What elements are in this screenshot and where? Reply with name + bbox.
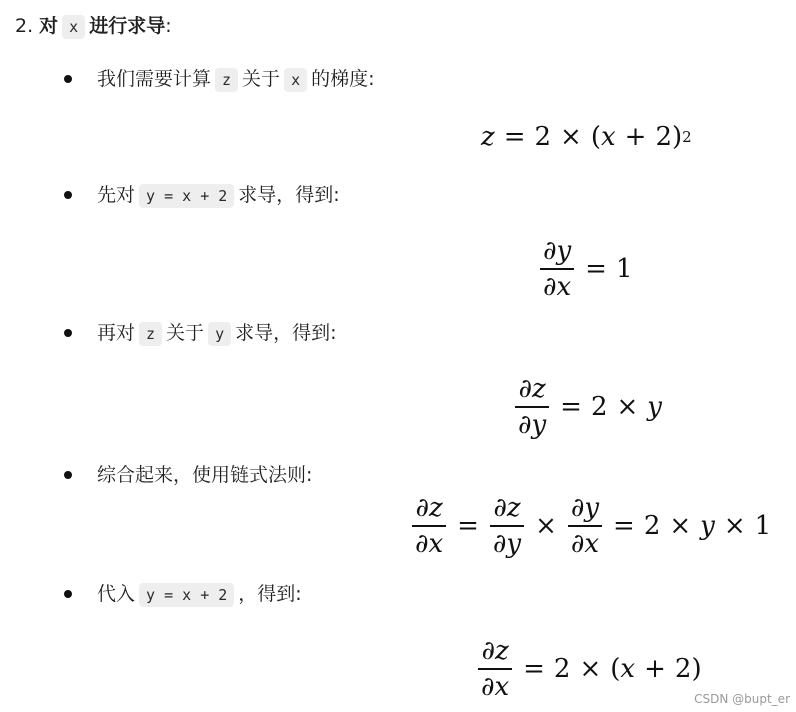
math-var: y xyxy=(647,391,662,422)
math-exponent: 2 xyxy=(682,128,692,146)
step-text: 我们需要计算 xyxy=(97,68,212,90)
math-var: y xyxy=(700,510,715,541)
partial-symbol: ∂ xyxy=(415,528,429,559)
heading-colon: : xyxy=(165,15,172,37)
inline-code: z xyxy=(139,322,162,346)
step-text: 求导，得到: xyxy=(238,184,340,206)
partial-symbol: ∂ xyxy=(543,236,557,266)
inline-code: y = x + 2 xyxy=(139,583,234,607)
bullet-dot xyxy=(64,590,72,598)
math-var: x xyxy=(601,122,616,152)
math-num: 1 xyxy=(754,510,772,541)
math-var: y xyxy=(584,493,600,523)
math-times: × xyxy=(560,122,582,152)
math-paren: ( xyxy=(610,653,621,684)
step-text: 的梯度: xyxy=(311,68,375,90)
math-num: 2 xyxy=(534,122,552,152)
math-var: x xyxy=(494,671,510,702)
inline-code: y = x + 2 xyxy=(139,184,234,208)
partial-symbol: ∂ xyxy=(481,636,495,666)
section-heading xyxy=(15,9,172,44)
fraction xyxy=(490,491,524,561)
math-plus: + xyxy=(644,653,666,684)
partial-symbol: ∂ xyxy=(492,528,507,559)
fraction xyxy=(540,234,574,304)
list-item-1 xyxy=(68,63,375,96)
math-var: x xyxy=(556,271,572,302)
step-text: 综合起来，使用链式法则: xyxy=(97,464,313,486)
math-paren: ) xyxy=(691,653,702,684)
math-eq: = xyxy=(560,391,582,422)
math-var: z xyxy=(531,374,546,404)
inline-code: x xyxy=(284,68,307,92)
math-eq: = xyxy=(523,653,545,684)
formula-chain-rule xyxy=(410,491,771,561)
partial-symbol: ∂ xyxy=(570,493,585,523)
math-var: z xyxy=(481,122,495,152)
fraction xyxy=(515,372,549,442)
step-text: 代入 xyxy=(97,583,136,605)
math-times: × xyxy=(535,510,557,541)
bullet-dot xyxy=(64,75,72,83)
math-var: x xyxy=(428,528,444,559)
inline-code: y xyxy=(208,322,231,346)
partial-symbol: ∂ xyxy=(543,271,557,302)
fraction xyxy=(478,634,512,704)
math-eq: = xyxy=(585,253,607,284)
list-item-4 xyxy=(68,459,312,491)
bullet-dot xyxy=(64,471,72,479)
math-paren: ) xyxy=(672,122,683,152)
step-text: ，得到: xyxy=(238,583,302,605)
list-item-2 xyxy=(68,179,340,212)
math-var: z xyxy=(494,636,509,666)
math-num: 1 xyxy=(615,253,633,284)
math-var: z xyxy=(428,493,443,523)
step-text: 关于 xyxy=(166,322,205,344)
math-times: × xyxy=(579,653,602,684)
fraction xyxy=(568,491,602,561)
heading-suffix: 进行求导 xyxy=(89,15,166,37)
inline-code-x: x xyxy=(62,15,85,39)
step-text: 求导，得到: xyxy=(235,322,337,344)
math-times: × xyxy=(723,510,746,541)
list-item-5 xyxy=(68,578,302,611)
math-times: × xyxy=(669,510,692,541)
math-eq: = xyxy=(613,510,635,541)
partial-symbol: ∂ xyxy=(518,374,532,404)
math-num: 2 xyxy=(643,510,661,541)
list-item-3 xyxy=(68,317,337,350)
partial-symbol: ∂ xyxy=(415,493,429,523)
math-paren: ( xyxy=(590,122,601,152)
math-num: 2 xyxy=(590,391,608,422)
partial-symbol: ∂ xyxy=(570,528,585,559)
math-var: x xyxy=(584,528,600,559)
list-number: 2. xyxy=(15,15,34,37)
watermark: CSDN @bupt_er xyxy=(694,692,790,706)
inline-code: z xyxy=(215,68,238,92)
partial-symbol: ∂ xyxy=(518,409,532,440)
formula-dy-dx xyxy=(538,234,633,304)
formula-z-definition xyxy=(481,122,692,152)
step-text: 再对 xyxy=(97,322,136,344)
math-plus: + xyxy=(624,122,647,152)
formula-final xyxy=(476,634,702,704)
math-num: 2 xyxy=(655,122,673,152)
math-var: z xyxy=(506,493,521,523)
bullet-dot xyxy=(64,191,72,199)
math-eq: = xyxy=(457,510,479,541)
bullet-dot xyxy=(64,329,72,337)
math-num: 2 xyxy=(553,653,571,684)
heading-prefix: 对 xyxy=(39,15,59,37)
math-var: x xyxy=(620,653,636,684)
step-text: 关于 xyxy=(242,68,281,90)
step-text: 先对 xyxy=(97,184,136,206)
math-var: y xyxy=(531,409,547,440)
partial-symbol: ∂ xyxy=(493,493,507,523)
math-var: y xyxy=(556,236,572,266)
math-times: × xyxy=(616,391,639,422)
partial-symbol: ∂ xyxy=(481,671,495,702)
fraction xyxy=(412,491,446,561)
math-num: 2 xyxy=(674,653,692,684)
math-eq: = xyxy=(503,122,526,152)
math-var: y xyxy=(506,528,522,559)
formula-dz-dy xyxy=(513,372,662,442)
